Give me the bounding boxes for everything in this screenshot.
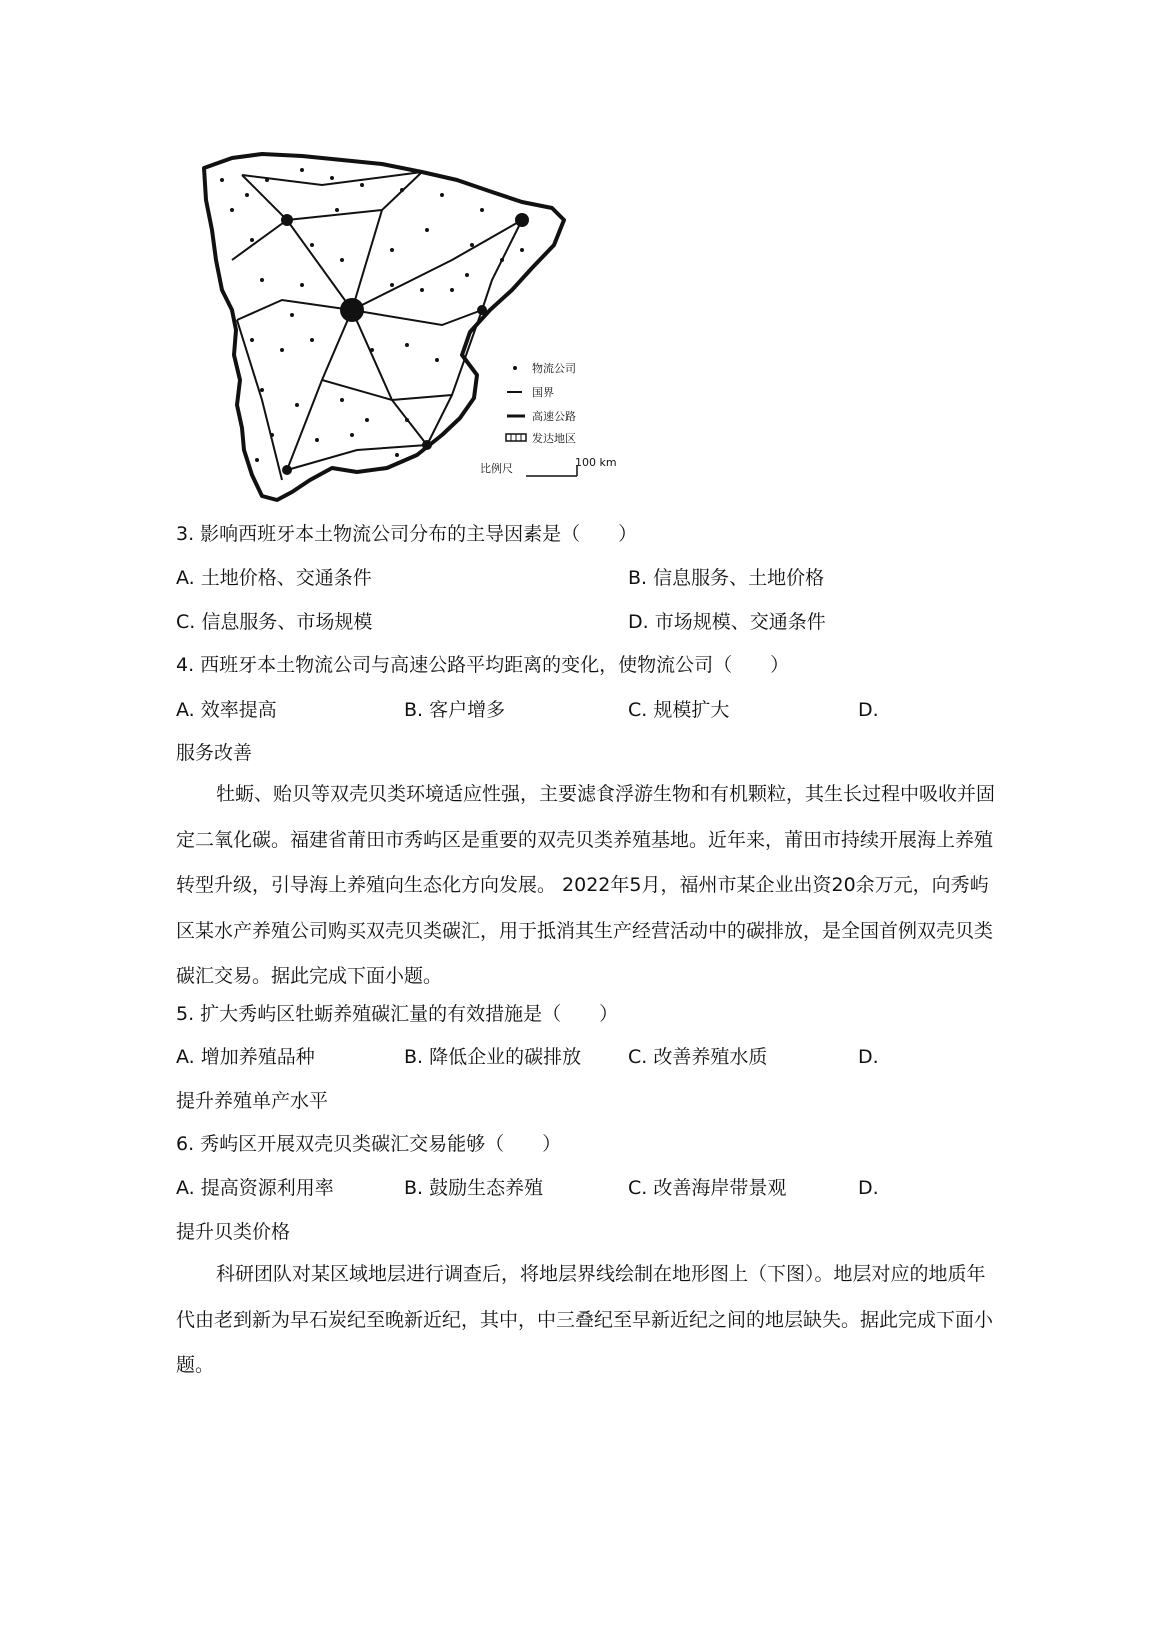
q4-option-a[interactable]: A. 效率提高 (176, 699, 277, 721)
q6-option-c[interactable]: C. 改善海岸带景观 (628, 1177, 787, 1199)
q5-option-d[interactable]: D. (858, 1046, 879, 1068)
q6-option-a[interactable]: A. 提高资源利用率 (176, 1177, 334, 1199)
q4-option-d-text: 服务改善 (176, 742, 253, 764)
q5-stem: 5. 扩大秀屿区牡蛎养殖碳汇量的有效措施是（ ） (176, 1003, 619, 1025)
q5-option-a[interactable]: A. 增加养殖品种 (176, 1046, 315, 1068)
q3-option-c[interactable]: C. 信息服务、市场规模 (176, 611, 373, 633)
highway-network (232, 172, 522, 480)
map-legend (480, 361, 617, 476)
q4-option-d[interactable]: D. (858, 699, 879, 721)
q4-option-b[interactable]: B. 客户增多 (404, 699, 506, 721)
q6-option-d[interactable]: D. (858, 1177, 879, 1199)
legend-item-highway: 高速公路 (532, 410, 576, 423)
legend-item-developed: 发达地区 (532, 432, 576, 445)
q4-stem: 4. 西班牙本土物流公司与高速公路平均距离的变化，使物流公司（ ） (176, 654, 790, 676)
scale-value: 100 km (575, 456, 617, 469)
passage-bivalve-carbon-sink: 牡蛎、贻贝等双壳贝类环境适应性强，主要滤食浮游生物和有机颗粒，其生长过程中吸收并固定二氧化碳。福建省莆田市秀屿区是重要的双壳贝类养殖基地。近年来，莆田市持续开展海上养殖转型升级，引导海上养殖向生态化方向发展。 2022年5月，福州市某企业出资20余万元，向秀屿区某水产养殖公司购买双壳贝类碳汇，用于抵消其生产经营活动中的碳排放，是全国首例双壳贝类碳汇交易。据此完成下面小题。 (176, 783, 996, 987)
q3-option-b[interactable]: B. 信息服务、土地价格 (628, 567, 825, 589)
q6-stem: 6. 秀屿区开展双壳贝类碳汇交易能够（ ） (176, 1133, 562, 1155)
q3-stem: 3. 影响西班牙本土物流公司分布的主导因素是（ ） (176, 523, 638, 545)
legend-item-border: 国界 (532, 386, 554, 399)
passage-strata-survey: 科研团队对某区域地层进行调查后，将地层界线绘制在地形图上（下图）。地层对应的地质年代由老到新为早石炭纪至晚新近纪，其中，中三叠纪至早新近纪之间的地层缺失。据此完成下面小题。 (176, 1263, 994, 1376)
q3-option-d[interactable]: D. 市场规模、交通条件 (628, 611, 826, 633)
developed-area-capital (281, 213, 529, 475)
q6-option-d-text: 提升贝类价格 (176, 1221, 291, 1243)
spain-logistics-map (192, 150, 642, 520)
q3-option-a[interactable]: A. 土地价格、交通条件 (176, 567, 372, 589)
q5-option-b[interactable]: B. 降低企业的碳排放 (404, 1046, 582, 1068)
q5-option-c[interactable]: C. 改善养殖水质 (628, 1046, 768, 1068)
q6-option-b[interactable]: B. 鼓励生态养殖 (404, 1177, 544, 1199)
q5-option-d-text: 提升养殖单产水平 (176, 1090, 329, 1112)
scale-label: 比例尺 (480, 462, 513, 475)
legend-item-logistics: 物流公司 (532, 362, 576, 375)
q4-option-c[interactable]: C. 规模扩大 (628, 699, 730, 721)
map-svg (192, 150, 642, 520)
